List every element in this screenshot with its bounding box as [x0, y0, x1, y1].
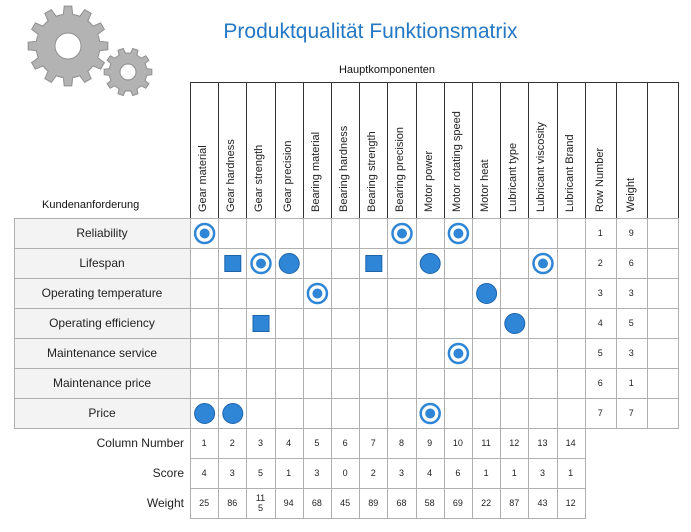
circle-mark — [505, 314, 525, 334]
bottom-row-value: 45 — [340, 498, 351, 508]
bottom-row-value: 1 — [483, 468, 489, 478]
row-weight-value: 6 — [628, 258, 634, 268]
row-weight-value: 7 — [628, 408, 634, 418]
bottom-row-value: 11 — [481, 438, 491, 448]
row-number-value: 7 — [597, 408, 603, 418]
bottom-row-value: 1 — [511, 468, 517, 478]
ring-mark — [252, 254, 271, 273]
bottom-row-value: 68 — [311, 498, 322, 508]
ring-mark — [308, 284, 327, 303]
bottom-row-label: Column Number — [96, 436, 184, 450]
circle-mark — [195, 404, 215, 424]
page-title: Produktqualität Funktionsmatrix — [223, 20, 518, 43]
bottom-row-value: 6 — [342, 438, 348, 448]
bottom-row-value: 5 — [314, 438, 320, 448]
row-number-value: 5 — [597, 348, 603, 358]
bottom-row-value: 115 — [255, 493, 266, 513]
ring-mark — [421, 404, 440, 423]
ring-mark — [393, 224, 412, 243]
bottom-row-value: 43 — [537, 498, 548, 508]
bottom-row-value: 3 — [257, 438, 263, 448]
component-label: Lubricant viscosity — [535, 122, 548, 212]
bottom-row-label: Score — [152, 466, 184, 480]
component-label: Lubricant type — [507, 142, 520, 212]
bottom-row-value: 3 — [539, 468, 545, 478]
ring-mark — [195, 224, 214, 243]
component-label: Gear precision — [281, 140, 294, 212]
circle-mark — [420, 254, 440, 274]
bottom-row-value: 4 — [201, 468, 207, 478]
row-weight-value: 3 — [628, 288, 634, 298]
component-label: Lubricant Brand — [563, 134, 576, 212]
row-number-value: 1 — [597, 228, 603, 238]
ring-mark — [534, 254, 553, 273]
circle-mark — [223, 404, 243, 424]
row-weight-value: 5 — [628, 318, 634, 328]
component-label: Motor rotating speed — [450, 111, 463, 212]
bottom-row-value: 10 — [452, 438, 463, 448]
ring-mark — [449, 344, 468, 363]
bottom-row-value: 25 — [199, 498, 210, 508]
component-label: Gear hardness — [225, 139, 238, 212]
bottom-row-value: 6 — [455, 468, 461, 478]
side-header-label: Row Number — [593, 147, 606, 212]
requirement-label: Maintenance price — [52, 376, 152, 390]
circle-mark — [477, 284, 497, 304]
row-number-value: 4 — [597, 318, 603, 328]
row-number-value: 6 — [597, 378, 603, 388]
bottom-row-value: 68 — [396, 498, 407, 508]
bottom-row-value: 12 — [565, 498, 576, 508]
square-mark — [253, 316, 269, 332]
requirement-label: Maintenance service — [46, 346, 158, 360]
component-label: Motor power — [422, 150, 435, 212]
side-header-label: Weight — [624, 177, 637, 212]
component-label: Bearing hardness — [338, 125, 350, 212]
bottom-row-value: 94 — [283, 498, 294, 508]
row-weight-value: 3 — [628, 348, 634, 358]
square-mark — [366, 256, 382, 272]
bottom-row-value: 2 — [229, 438, 235, 448]
bottom-row-value: 69 — [452, 498, 463, 508]
bottom-row-value: 14 — [565, 438, 576, 448]
bottom-row-value: 22 — [481, 498, 492, 508]
bottom-row-value: 1 — [286, 468, 292, 478]
header-customer-requirements: Kundenanforderung — [42, 199, 140, 211]
circle-mark — [279, 254, 299, 274]
bottom-row-value: 87 — [509, 498, 520, 508]
ring-mark — [449, 224, 468, 243]
bottom-row-value: 5 — [257, 468, 263, 478]
bottom-row-value: 7 — [370, 438, 376, 448]
bottom-row-value: 89 — [368, 498, 379, 508]
bottom-row-value: 13 — [537, 438, 548, 448]
requirement-label: Operating temperature — [41, 286, 163, 300]
row-weight-value: 9 — [628, 228, 634, 238]
bottom-row-value: 12 — [509, 438, 520, 448]
bottom-row-value: 3 — [229, 468, 235, 478]
header-main-components: Hauptkomponenten — [338, 64, 435, 76]
component-label: Bearing material — [309, 131, 322, 212]
bottom-row-label: Weight — [146, 496, 184, 510]
requirement-label: Price — [88, 406, 116, 420]
bottom-row-value: 0 — [342, 468, 348, 478]
bottom-row-value: 86 — [227, 498, 238, 508]
bottom-row-value: 1 — [201, 438, 207, 448]
requirement-label: Lifespan — [79, 256, 125, 270]
component-label: Motor heat — [479, 159, 491, 212]
bottom-row-value: 9 — [427, 438, 433, 448]
bottom-row-value: 1 — [568, 468, 574, 478]
requirement-label: Reliability — [76, 226, 128, 240]
bottom-row-value: 58 — [424, 498, 435, 508]
bottom-row-value: 3 — [314, 468, 320, 478]
bottom-row-value: 2 — [370, 468, 376, 478]
square-mark — [225, 256, 241, 272]
row-number-value: 3 — [597, 288, 603, 298]
bottom-row-value: 4 — [286, 438, 292, 448]
component-label: Gear strength — [253, 144, 266, 212]
component-label: Bearing strength — [366, 131, 379, 212]
bottom-row-value: 8 — [398, 438, 404, 448]
bottom-row-value: 4 — [427, 468, 433, 478]
row-weight-value: 1 — [628, 378, 634, 388]
component-label: Gear material — [197, 145, 209, 212]
row-number-value: 2 — [597, 258, 603, 268]
bottom-row-value: 3 — [398, 468, 404, 478]
requirement-label: Operating efficiency — [49, 316, 155, 330]
component-label: Bearing precision — [394, 127, 407, 212]
